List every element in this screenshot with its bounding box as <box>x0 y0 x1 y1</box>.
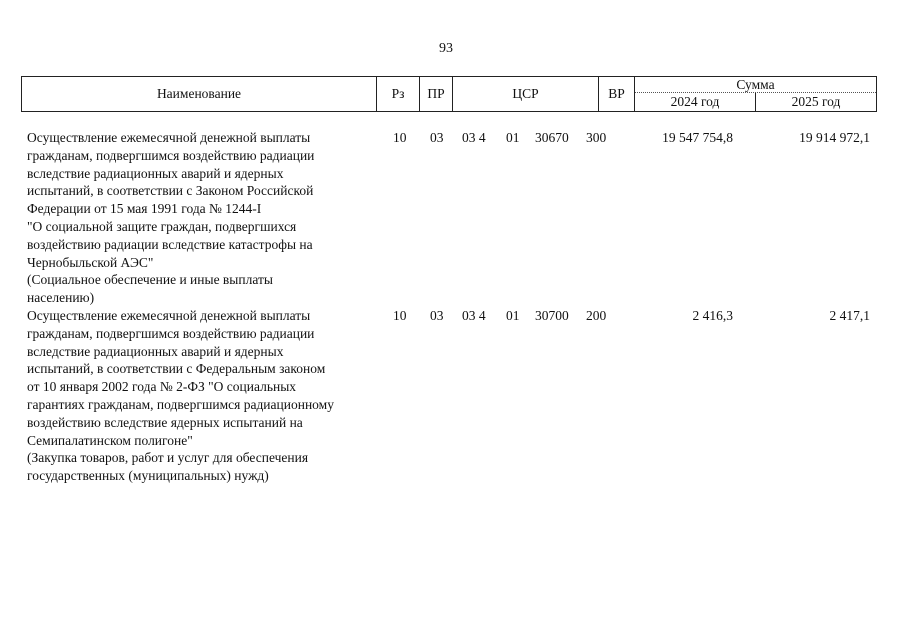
row-vr: 300 <box>586 130 607 145</box>
row-name: Осуществление ежемесячной денежной выплаты гражданам, подвергшимся воздействию радиации вследствие радиационных аварий и ядерных испытаний, в соответствии с Законом Российской Федерации от 15 мая 1991 года № 1244-I "О социальной защите граждан, подвергшихся воздействию радиации вследствие катастрофы на Чернобыльской АЭС" (Социальное обеспечение и иные выплаты населению) <box>27 130 315 306</box>
header-vr: ВР <box>599 77 635 111</box>
header-rz: Рз <box>377 77 420 111</box>
row-vr: 200 <box>586 308 607 323</box>
header-pr: ПР <box>420 77 453 111</box>
header-year-2024: 2024 год <box>635 93 756 111</box>
row-csr-code: 30670 <box>535 130 569 145</box>
row-csr-program: 03 4 <box>462 308 486 323</box>
page-number: 93 <box>439 41 453 56</box>
row-sum-2024: 19 547 754,8 <box>662 130 733 145</box>
row-csr-subprogram: 01 <box>506 130 520 145</box>
row-sum-2025: 19 914 972,1 <box>799 130 870 145</box>
row-rz: 10 <box>393 308 407 323</box>
row-csr-program: 03 4 <box>462 130 486 145</box>
header-sum-group <box>635 77 876 111</box>
header-name: Наименование <box>22 77 377 111</box>
row-rz: 10 <box>393 130 407 145</box>
table-header <box>21 76 877 112</box>
row-csr-code: 30700 <box>535 308 569 323</box>
header-year-2025: 2025 год <box>791 94 841 109</box>
header-csr: ЦСР <box>453 77 599 111</box>
row-sum-2024: 2 416,3 <box>692 308 733 323</box>
row-pr: 03 <box>430 130 444 145</box>
row-name: Осуществление ежемесячной денежной выплаты гражданам, подвергшимся воздействию радиации вследствие радиационных аварий и ядерных испытаний, в соответствии с Федеральным законом от 10 января 2002 года № 2-ФЗ "О социальных гарантиях гражданам, подвергшимся радиационному воздействию вследствие ядерных испытаний на Семипалатинском полигоне" (Закупка товаров, работ и услуг для обеспечения государственных (муниципальных) нужд) <box>27 308 334 484</box>
header-sum: Сумма <box>635 77 876 93</box>
row-pr: 03 <box>430 308 444 323</box>
row-csr-subprogram: 01 <box>506 308 520 323</box>
row-sum-2025: 2 417,1 <box>829 308 870 323</box>
